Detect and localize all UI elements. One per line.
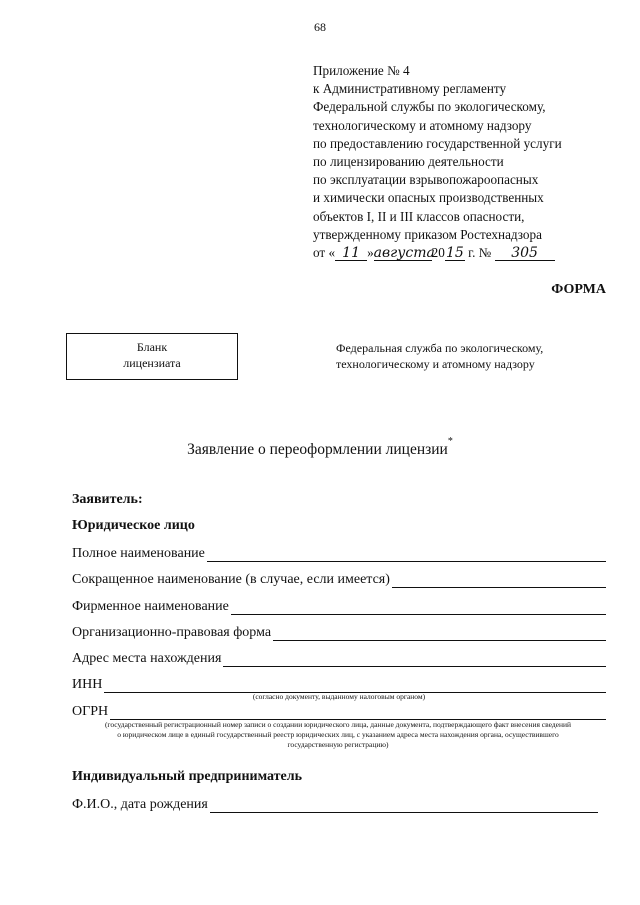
inn-label: ИНН [72, 677, 103, 692]
brand-name-label: Фирменное наименование [72, 599, 229, 614]
order-day: 11 [335, 246, 367, 261]
document-title [0, 436, 640, 459]
blank-box-line: Бланк [136, 340, 168, 354]
blank-box-line: лицензиата [123, 356, 181, 370]
address-field[interactable] [223, 653, 606, 667]
appendix-line: утвержденному приказом Ростехнадзора [313, 226, 542, 242]
ogrn-row [72, 702, 606, 720]
fio-label: Ф.И.О., дата рождения [72, 797, 208, 812]
appendix-line: и химически опасных производственных [313, 190, 544, 206]
appendix-line: к Административному регламенту [313, 81, 507, 97]
entrepreneur-label: Индивидуальный предприниматель [72, 769, 303, 784]
legal-form-field[interactable] [273, 627, 606, 641]
appendix-header [313, 62, 613, 262]
page-number: 68 [314, 20, 326, 34]
inn-row [72, 675, 606, 693]
order-year-prefix: 20 [431, 245, 445, 261]
brand-name-field[interactable] [231, 601, 606, 615]
fio-row [72, 795, 598, 813]
authority-address [336, 340, 543, 372]
address-row [72, 649, 606, 667]
order-number: 305 [495, 246, 555, 261]
appendix-line: Федеральной службы по экологическому, [313, 99, 546, 115]
ogrn-label: ОГРН [72, 704, 109, 719]
order-month: августа [373, 245, 435, 262]
order-date-prefix: от « [313, 245, 336, 261]
full-name-label: Полное наименование [72, 546, 205, 561]
appendix-line: по предоставлению государственной услуги [313, 135, 562, 151]
inn-note: (согласно документу, выданному налоговым органом) [252, 692, 426, 701]
ogrn-field[interactable] [110, 706, 606, 720]
appendix-line: технологическому и атомному надзору [313, 117, 532, 133]
short-name-row [72, 570, 606, 588]
applicant-label: Заявитель: [72, 492, 143, 507]
authority-line: Федеральная служба по экологическому, [336, 341, 544, 355]
order-date-mid: » [367, 245, 374, 261]
ogrn-note-line: государственную регистрацию) [287, 740, 389, 749]
legal-form-row [72, 623, 606, 641]
short-name-label: Сокращенное наименование (в случае, если имеется) [72, 572, 390, 587]
order-date-line [313, 244, 613, 262]
fio-field[interactable] [210, 799, 598, 813]
footnote-mark: * [447, 436, 453, 447]
order-number-label: № [478, 245, 492, 261]
legal-form-label: Организационно-правовая форма [72, 625, 272, 640]
ogrn-note-line: (государственный регистрационный номер записи о создании юридического лица, данные документа, подтверждающего факт внесения сведений [104, 720, 572, 729]
order-year-end: г. [468, 245, 476, 261]
legal-entity-label: Юридическое лицо [72, 518, 195, 533]
form-label: ФОРМА [551, 282, 606, 297]
order-year-suffix: 15 [445, 245, 464, 262]
appendix-line: по эксплуатации взрывопожароопасных [313, 172, 539, 188]
inn-field[interactable] [104, 679, 606, 693]
licensee-blank-box [66, 333, 238, 380]
appendix-line: объектов I, II и III классов опасности, [313, 208, 525, 224]
full-name-row [72, 544, 606, 562]
brand-name-row [72, 597, 606, 615]
full-name-field[interactable] [207, 548, 606, 562]
appendix-line: Приложение № 4 [313, 63, 410, 78]
address-label: Адрес места нахождения [72, 651, 222, 666]
ogrn-note-line: о юридическом лице в единый государственный реестр юридических лиц, с указанием адреса места нахождения органа, осуществившего [117, 730, 559, 739]
document-title-text: Заявление о переоформлении лицензии [187, 441, 448, 459]
authority-line: технологическому и атомному надзору [336, 357, 535, 371]
ogrn-note [64, 720, 612, 750]
appendix-line: по лицензированию деятельности [313, 154, 504, 170]
short-name-field[interactable] [392, 574, 606, 588]
